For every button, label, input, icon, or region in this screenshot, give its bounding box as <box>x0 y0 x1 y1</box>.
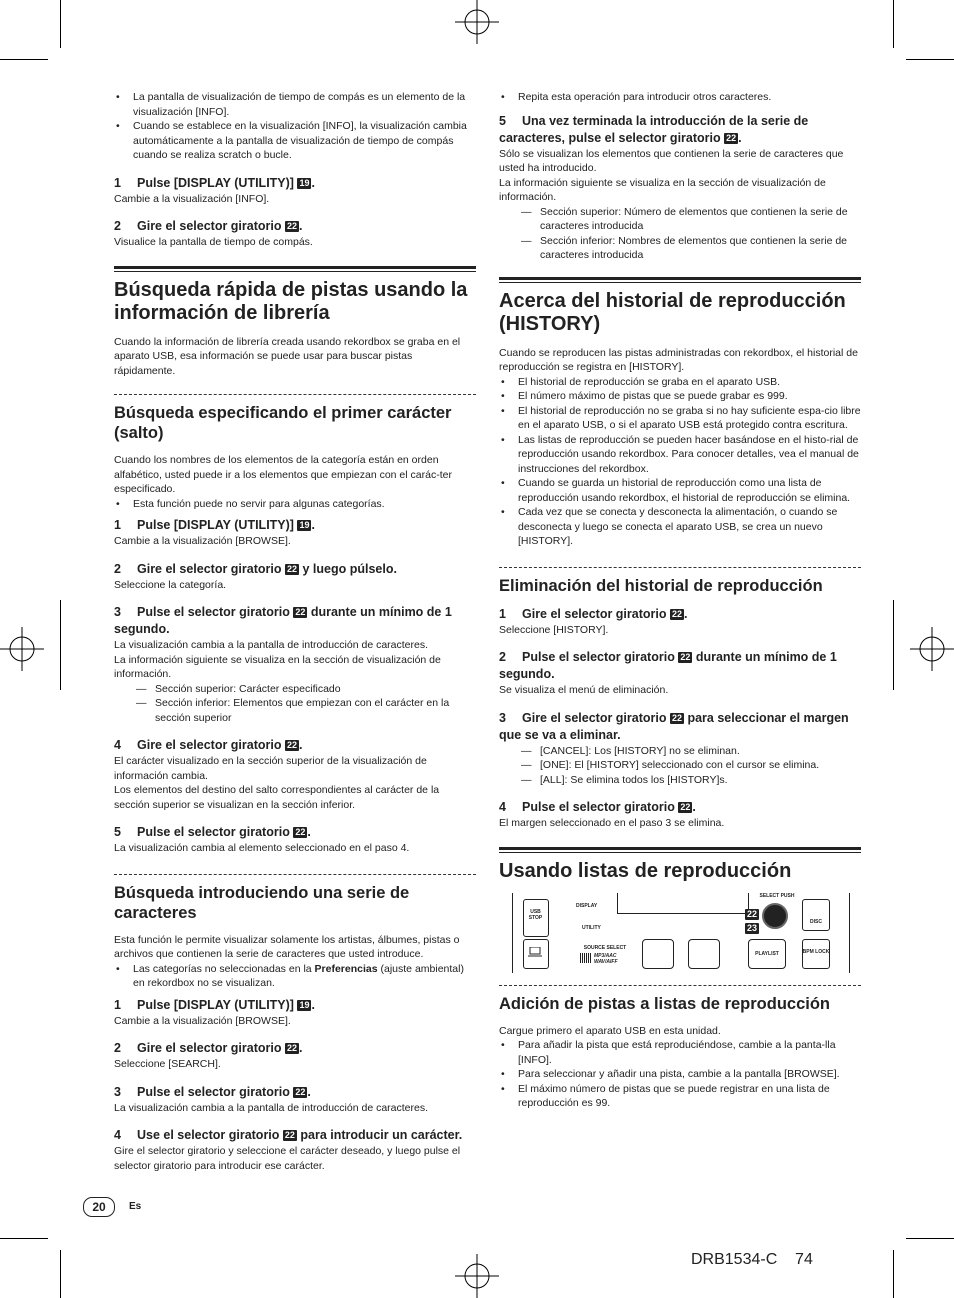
list-item: • Cuando se establece en la visualización [INFO], la visualización cambia automáticamente a la pantalla de visualización de tiempo de compás cuando se realiza scratch o bucle. <box>114 119 476 163</box>
section-heading: Usando listas de reproducción <box>499 847 861 883</box>
dash-list <box>499 205 861 263</box>
step-description: Gire el selector giratorio y seleccione el carácter deseado, y luego pulse el selector giratorio para introducir ese carácter. <box>114 1145 461 1172</box>
crop-mark <box>893 600 894 690</box>
step-heading: 1 Pulse [DISPLAY (UTILITY)] 19 . <box>114 518 315 532</box>
list-item: • El historial de reproducción se graba en el aparato USB. <box>499 375 861 390</box>
list-item: — [ALL]: Se elimina todos los [HISTORY]s. <box>499 773 861 788</box>
key-badge: 22 <box>286 221 297 231</box>
laptop-icon <box>528 947 542 957</box>
list-item: • El máximo número de pistas que se puede registrar en una lista de reproducción es 99. <box>499 1082 861 1111</box>
registration-mark-icon <box>455 1254 499 1298</box>
select-push-label: SELECT PUSH <box>759 892 795 899</box>
step-description: Seleccione [HISTORY]. <box>499 623 609 636</box>
subsection-body: Cargue primero el aparato USB en esta unidad. <box>499 1024 721 1037</box>
step-heading: 4 Pulse el selector giratorio 22 . <box>499 800 696 814</box>
key-badge: 22 <box>295 827 306 837</box>
step-heading: 1 Pulse [DISPLAY (UTILITY)] 19 . <box>114 997 315 1012</box>
document-code: DRB1534-C 74 <box>691 1251 813 1268</box>
list-item: — [CANCEL]: Los [HISTORY] no se eliminan. <box>499 744 861 759</box>
key-badge: 22 <box>286 1043 297 1053</box>
rotary-selector-knob <box>762 903 788 929</box>
disc-eject-button <box>802 899 830 931</box>
registration-mark-icon <box>910 627 954 671</box>
list-item: • El historial de reproducción no se graba si no hay suficiente espa-cio libre en el aparato USB, o si el aparato USB está protegido contra escritura. <box>499 404 861 433</box>
usb-button <box>642 939 674 969</box>
step-heading: 1 Pulse [DISPLAY (UTILITY)] 19 . <box>114 175 315 190</box>
step-description: Cambie a la visualización [BROWSE]. <box>114 535 291 547</box>
display-label: DISPLAY <box>576 902 598 909</box>
crop-mark <box>893 0 894 48</box>
key-badge: 19 <box>299 177 310 188</box>
disc-source-button <box>688 939 720 969</box>
step-description: Sólo se visualizan los elementos que contienen la serie de caracteres que usted ha introducido. <box>499 147 844 174</box>
step-description: Seleccione la categoría. <box>114 578 227 591</box>
list-item: • Repita esta operación para introducir otros caracteres. <box>499 90 861 105</box>
step-description: La información siguiente se visualiza en la sección de visualización de información. <box>499 176 826 203</box>
step-heading: 5 Pulse el selector giratorio 22 . <box>114 825 311 839</box>
list-item: • Cada vez que se conecta y desconecta la alimentación, o cuando se desconecta y luego se conecta el aparato USB, se crea un nuevo [HISTORY]. <box>499 505 861 549</box>
disc-label: DISC <box>810 918 822 925</box>
page-number: 20 <box>83 1197 115 1217</box>
step-description: Seleccione [SEARCH]. <box>114 1058 221 1070</box>
list-item: • Las listas de reproducción se pueden hacer basándose en el histo-rial de reproducción usando rekordbox. Para conocer detalles, vea el manual de instrucciones del rekordbox. <box>499 433 861 477</box>
list-item: — Sección inferior: Elementos que empiezan con el carácter en la sección superior <box>114 696 476 725</box>
usb-stop-label: USB STOP <box>528 908 543 921</box>
crop-mark <box>906 59 954 60</box>
step-heading: 4 Gire el selector giratorio 22 . <box>114 738 303 752</box>
step-description: La visualización cambia al elemento seleccionado en el paso 4. <box>114 842 410 854</box>
step-heading: 2 Gire el selector giratorio 22 y luego púlselo. <box>114 561 397 576</box>
control-panel-illustration <box>512 893 850 975</box>
dash-list <box>114 682 476 726</box>
intro-bullet-list <box>114 90 476 163</box>
list-item: • Para añadir la pista que está reproduciéndose, cambie a la panta-lla [INFO]. <box>499 1038 861 1067</box>
subsection-heading: Eliminación del historial de reproducción <box>499 567 861 596</box>
list-item: • El número máximo de pistas que se puede grabar es 999. <box>499 389 861 404</box>
right-column <box>499 90 861 1117</box>
list-item: — Sección inferior: Nombres de elementos que contienen la serie de caracteres introducida <box>499 234 861 263</box>
section-body: Cuando la información de librería creada usando rekordbox se graba en el aparato USB, esa información se puede usar para buscar pistas rápidamente. <box>114 335 461 377</box>
left-column <box>114 90 476 1179</box>
crop-mark <box>906 1238 954 1239</box>
step-description: Los elementos del destino del salto correspondientes al carácter de la sección superior se visualizan en la sección inferior. <box>114 784 440 811</box>
registration-mark-icon <box>0 627 44 671</box>
bullet-list <box>499 375 861 549</box>
key-badge: 22 <box>286 563 297 574</box>
key-badge: 19 <box>299 999 310 1010</box>
dash-list <box>499 744 861 788</box>
step-description: La visualización cambia a la pantalla de introducción de caracteres. <box>114 639 429 651</box>
cd-icon <box>580 953 592 963</box>
key-badge: 22 <box>295 607 306 617</box>
language-label: Es <box>129 1201 142 1212</box>
display-window <box>617 893 749 914</box>
subsection-heading: Búsqueda especificando el primer carácter (salto) <box>114 394 476 443</box>
crop-mark <box>0 1238 48 1239</box>
list-item: — Sección superior: Número de elementos que contienen la serie de caracteres introducida <box>499 205 861 234</box>
key-badge: 22 <box>284 1130 295 1140</box>
bullet-list <box>499 1038 861 1111</box>
bullet-list <box>114 962 476 991</box>
step-heading: 2 Gire el selector giratorio 22 . <box>114 219 303 233</box>
key-badge: 22 <box>671 608 682 619</box>
key-badge: 22 <box>286 740 297 750</box>
key-badge: 22 <box>671 712 682 723</box>
step-heading: 2 Pulse el selector giratorio 22 durante un mínimo de 1 segundo. <box>499 650 837 681</box>
step-description: El carácter visualizado en la sección superior de la visualización de información cambia. <box>114 755 427 782</box>
key-badge: 23 <box>747 922 758 933</box>
mp3-label: MP3/AAC WAV/AIFF <box>594 952 618 965</box>
step-heading: 2 Gire el selector giratorio 22 . <box>114 1041 303 1055</box>
crop-mark <box>60 0 61 48</box>
section-heading: Acerca del historial de reproducción (HISTORY) <box>499 277 861 336</box>
step-heading: 5 Una vez terminada la introducción de la serie de caracteres, pulse el selector giratorio 22 . <box>499 113 809 145</box>
step-description: La visualización cambia a la pantalla de introducción de caracteres. <box>114 1101 429 1114</box>
step-description: Cambie a la visualización [BROWSE]. <box>114 1014 291 1027</box>
step-description: Cambie a la visualización [INFO]. <box>114 192 270 205</box>
key-badge: 22 <box>726 132 737 143</box>
bullet-list <box>499 90 861 105</box>
list-item: • Cuando se guarda un historial de reproducción como una lista de reproducción usando rekordbox, el historial de reproducción se elimina. <box>499 476 861 505</box>
playlist-label: PLAYLIST <box>755 950 779 957</box>
key-badge: 22 <box>680 802 691 812</box>
list-item: — [ONE]: El [HISTORY] seleccionado con el cursor se elimina. <box>499 758 861 773</box>
bpm-lock-label: BPM LOCK <box>802 948 830 955</box>
crop-mark <box>0 59 48 60</box>
step-heading: 1 Gire el selector giratorio 22 . <box>499 606 688 621</box>
crop-mark <box>60 1250 61 1298</box>
section-heading: Búsqueda rápida de pistas usando la información de librería <box>114 266 476 325</box>
list-item: • La pantalla de visualización de tiempo de compás es un elemento de la visualización [INFO]. <box>114 90 476 119</box>
list-item: • Las categorías no seleccionadas en la Preferencias (ajuste ambiental) en rekordbox no se visualizan. <box>114 962 476 991</box>
key-badge: 22 <box>295 1086 306 1097</box>
step-description: Visualice la pantalla de tiempo de compás. <box>114 236 313 248</box>
subsection-body: Cuando los nombres de los elementos de la categoría están en orden alfabético, usted puede ir a los elementos que empiezan con el carác-ter especificado. <box>114 454 452 495</box>
utility-label: UTILITY <box>582 924 601 931</box>
step-description: Se visualiza el menú de eliminación. <box>499 684 669 696</box>
step-description: El margen seleccionado en el paso 3 se elimina. <box>499 817 725 829</box>
key-badge: 22 <box>747 908 758 919</box>
step-heading: 3 Gire el selector giratorio 22 para seleccionar el margen que se va a eliminar. <box>499 710 849 742</box>
subsection-body: Esta función le permite visualizar solamente los artistas, álbumes, pistas o archivos que contienen la serie de caracteres que usted introduce. <box>114 933 460 960</box>
step-heading: 4 Use el selector giratorio 22 para introducir un carácter. <box>114 1128 463 1142</box>
list-item: • Para seleccionar y añadir una pista, cambie a la pantalla [BROWSE]. <box>499 1067 861 1082</box>
crop-mark <box>60 600 61 690</box>
key-badge: 19 <box>299 520 310 530</box>
bullet-list <box>114 497 476 512</box>
step-heading: 3 Pulse el selector giratorio 22 . <box>114 1084 311 1099</box>
subsection-heading: Adición de pistas a listas de reproducción <box>499 985 861 1014</box>
list-item: • Esta función puede no servir para algunas categorías. <box>114 497 476 512</box>
registration-mark-icon <box>455 0 499 44</box>
subsection-heading: Búsqueda introduciendo una serie de caracteres <box>114 874 476 923</box>
crop-mark <box>893 1250 894 1298</box>
key-badge: 22 <box>680 652 691 662</box>
step-heading: 3 Pulse el selector giratorio 22 durante un mínimo de 1 segundo. <box>114 605 452 636</box>
section-body: Cuando se reproducen las pistas administradas con rekordbox, el historial de reproducción se registra en [HISTORY]. <box>499 346 858 373</box>
list-item: — Sección superior: Carácter especificado <box>114 682 476 697</box>
step-description: La información siguiente se visualiza en la sección de visualización de información. <box>114 653 441 680</box>
source-select-label: SOURCE SELECT <box>583 944 627 951</box>
